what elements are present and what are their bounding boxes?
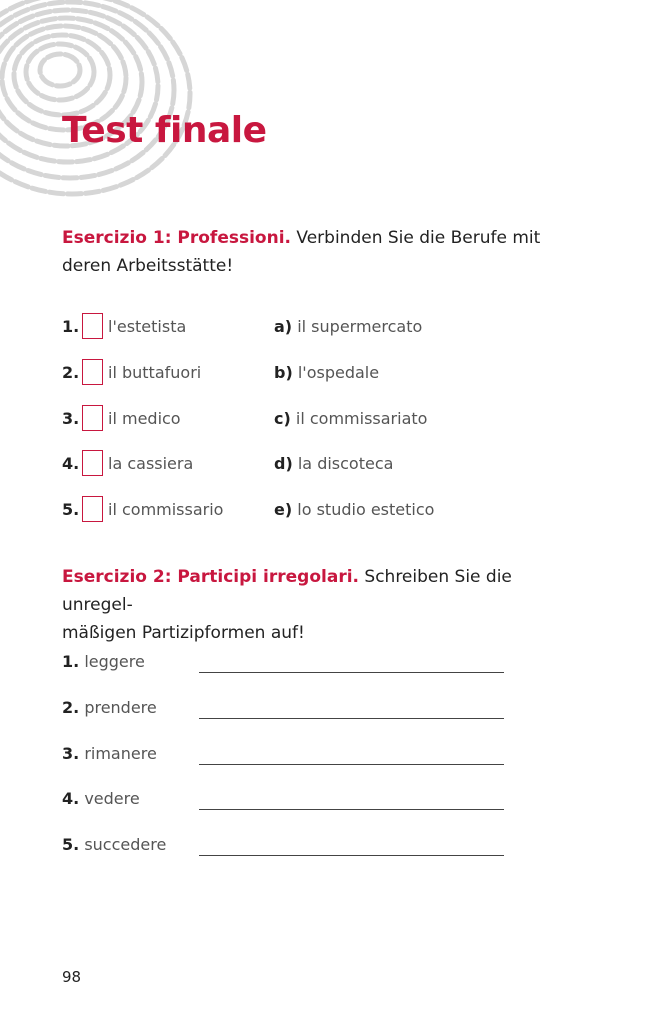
item-number: 5. — [62, 835, 80, 854]
answer-line-2[interactable] — [199, 718, 504, 719]
item-number: 2. — [62, 363, 80, 382]
item-number: 2. — [62, 698, 80, 717]
workplace-option-b — [274, 363, 379, 382]
page-number: 98 — [62, 968, 82, 986]
exercise1-header — [62, 224, 582, 280]
answer-line-5[interactable] — [199, 855, 504, 856]
exercise2-instruction-line2: mäßigen Partizipformen auf! — [62, 623, 305, 643]
option-letter: d) — [274, 454, 293, 473]
workplace-option-c — [274, 409, 427, 428]
option-letter: b) — [274, 363, 293, 382]
option-text: la discoteca — [297, 454, 394, 473]
item-number: 5. — [62, 500, 80, 519]
item-number: 1. — [62, 652, 80, 671]
answer-box-2[interactable] — [82, 359, 103, 385]
workplace-option-d — [274, 454, 393, 473]
answer-box-1[interactable] — [82, 313, 103, 339]
option-letter: c) — [274, 409, 291, 428]
exercise1-instruction: Verbinden Sie die Berufe mit deren Arbeitsstätte! — [62, 228, 541, 276]
item-number: 3. — [62, 744, 80, 763]
item-number: 4. — [62, 454, 80, 473]
item-number: 4. — [62, 789, 80, 808]
workplace-option-a — [274, 317, 422, 336]
fingerprint-decoration — [0, 0, 200, 210]
answer-box-5[interactable] — [82, 496, 103, 522]
exercise2-heading: Esercizio 2: Participi irregolari. — [62, 567, 359, 587]
verb-infinitive: rimanere — [84, 744, 157, 763]
participle-row-3 — [62, 744, 157, 772]
verb-infinitive: succedere — [84, 835, 167, 854]
verb-infinitive: prendere — [84, 698, 157, 717]
verb-infinitive: leggere — [84, 652, 145, 671]
profession-term: l'estetista — [108, 317, 187, 336]
participle-row-2 — [62, 698, 157, 726]
profession-term: il medico — [108, 409, 181, 428]
exercise2-instruction-line1: Schreiben Sie die unregel- — [62, 567, 512, 615]
participle-row-5 — [62, 835, 166, 863]
option-letter: e) — [274, 500, 293, 519]
answer-line-3[interactable] — [199, 764, 504, 765]
option-text: il supermercato — [297, 317, 423, 336]
exercise2-header — [62, 563, 582, 647]
answer-box-4[interactable] — [82, 450, 103, 476]
answer-line-1[interactable] — [199, 672, 504, 673]
option-text: il commissariato — [295, 409, 428, 428]
exercise1-heading: Esercizio 1: Professioni. — [62, 228, 291, 248]
item-number: 3. — [62, 409, 80, 428]
option-text: l'ospedale — [297, 363, 380, 382]
participle-row-1 — [62, 652, 145, 680]
answer-box-3[interactable] — [82, 405, 103, 431]
participle-row-4 — [62, 789, 140, 817]
workplace-option-e — [274, 500, 434, 519]
page-title: Test finale — [62, 110, 267, 151]
option-text: lo studio estetico — [297, 500, 435, 519]
verb-infinitive: vedere — [84, 789, 140, 808]
profession-term: la cassiera — [108, 454, 194, 473]
profession-term: il buttafuori — [108, 363, 202, 382]
item-number: 1. — [62, 317, 80, 336]
profession-term: il commissario — [108, 500, 224, 519]
option-letter: a) — [274, 317, 293, 336]
answer-line-4[interactable] — [199, 809, 504, 810]
